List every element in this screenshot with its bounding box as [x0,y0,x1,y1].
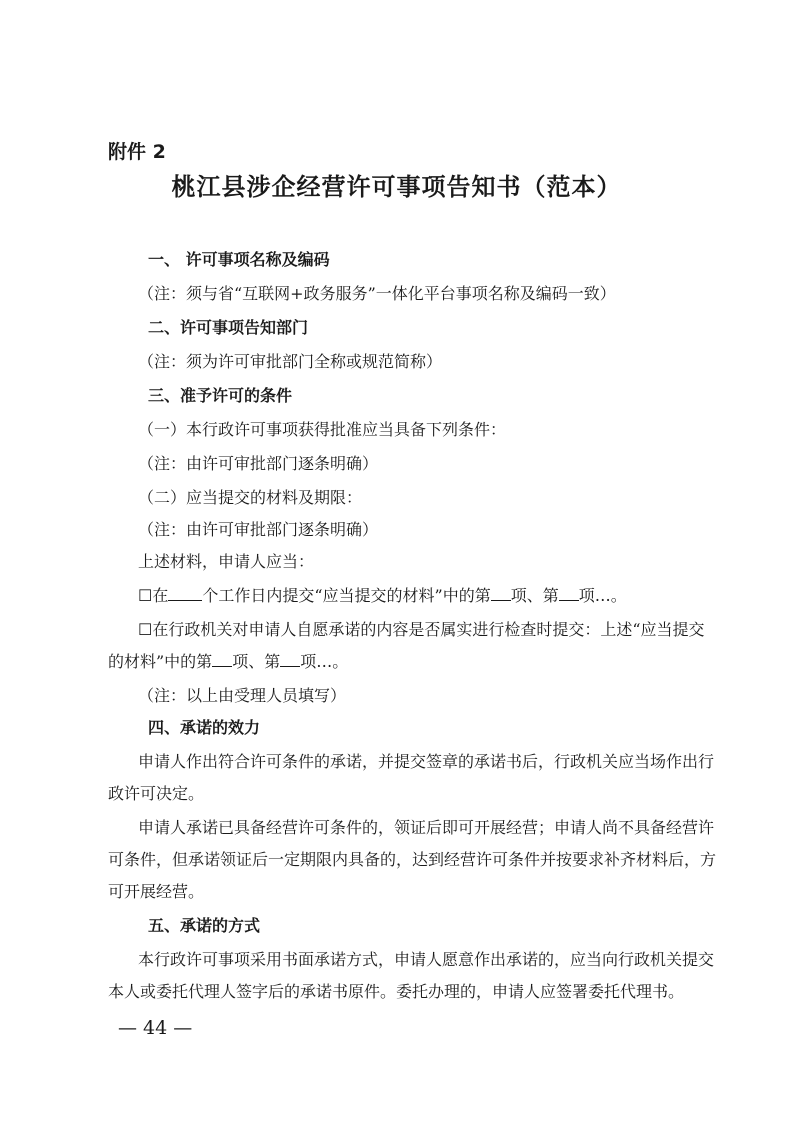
option-2-line-2 [108,652,348,672]
section-3-heading: 三、准予许可的条件 [148,386,293,405]
option-1-text-c: 项、第 [510,586,559,605]
option-2-text-b: 项、第 [232,652,281,671]
section-4-para-1-line-2: 政许可决定。 [108,784,205,803]
section-2-heading: 二、许可事项告知部门 [148,318,309,337]
section-3-note-1: （注：由许可审批部门逐条明确） [138,454,379,473]
section-3-item-2: （二）应当提交的材料及期限： [138,488,363,507]
section-5-para-1-line-2: 本人或委托代理人签字后的承诺书原件。委托办理的，申请人应签署委托代理书。 [108,982,685,1001]
option-2-line-1: ☐在行政机关对申请人自愿承诺的内容是否属实进行检查时提交：上述“应当提交 [138,620,705,639]
section-3-note-3: （注：以上由受理人员填写） [138,686,347,705]
blank-days[interactable] [168,586,202,601]
section-2-note: （注：须为许可审批部门全称或规范简称） [138,352,443,371]
page-number: — 44 — [118,1017,193,1039]
section-4-para-2-line-1: 申请人承诺已具备经营许可条件的，领证后即可开展经营；申请人尚不具备经营许 [138,818,715,837]
section-5-heading: 五、承诺的方式 [148,916,261,935]
option-1-line [138,586,627,606]
section-3-above-materials: 上述材料，申请人应当： [138,552,315,571]
section-4-heading: 四、承诺的效力 [148,718,261,737]
attachment-label: 附件 2 [108,141,166,163]
section-4-para-1-line-1: 申请人作出符合许可条件的承诺，并提交签章的承诺书后，行政机关应当场作出行 [138,752,715,771]
section-1-note: （注：须与省“互联网+政务服务”一体化平台事项名称及编码一致） [138,284,616,303]
blank-item-2[interactable] [559,586,579,601]
blank-item-3[interactable] [212,652,232,667]
section-4-para-2-line-3: 可开展经营。 [108,882,205,901]
section-3-note-2: （注：由许可审批部门逐条明确） [138,520,379,539]
document-title: 桃江县涉企经营许可事项告知书（范本） [171,173,622,201]
option-2-text-a: 的材料”中的第 [108,652,213,671]
section-5-para-1-line-1: 本行政许可事项采用书面承诺方式，申请人愿意作出承诺的，应当向行政机关提交 [138,950,715,969]
option-2-text-c: 项…。 [300,652,349,671]
option-1-checkbox-text: ☐在 [138,586,169,605]
option-1-text-d: 项…。 [578,586,627,605]
section-1-heading: 一、 许可事项名称及编码 [148,250,330,269]
option-1-text-b: 个工作日内提交“应当提交的材料”中的第 [202,586,491,605]
blank-item-1[interactable] [491,586,511,601]
section-3-item-1: （一）本行政许可事项获得批准应当具备下列条件： [138,420,507,439]
blank-item-4[interactable] [280,652,300,667]
section-4-para-2-line-2: 可条件，但承诺领证后一定期限内具备的，达到经营许可条件并按要求补齐材料后，方 [108,850,717,869]
